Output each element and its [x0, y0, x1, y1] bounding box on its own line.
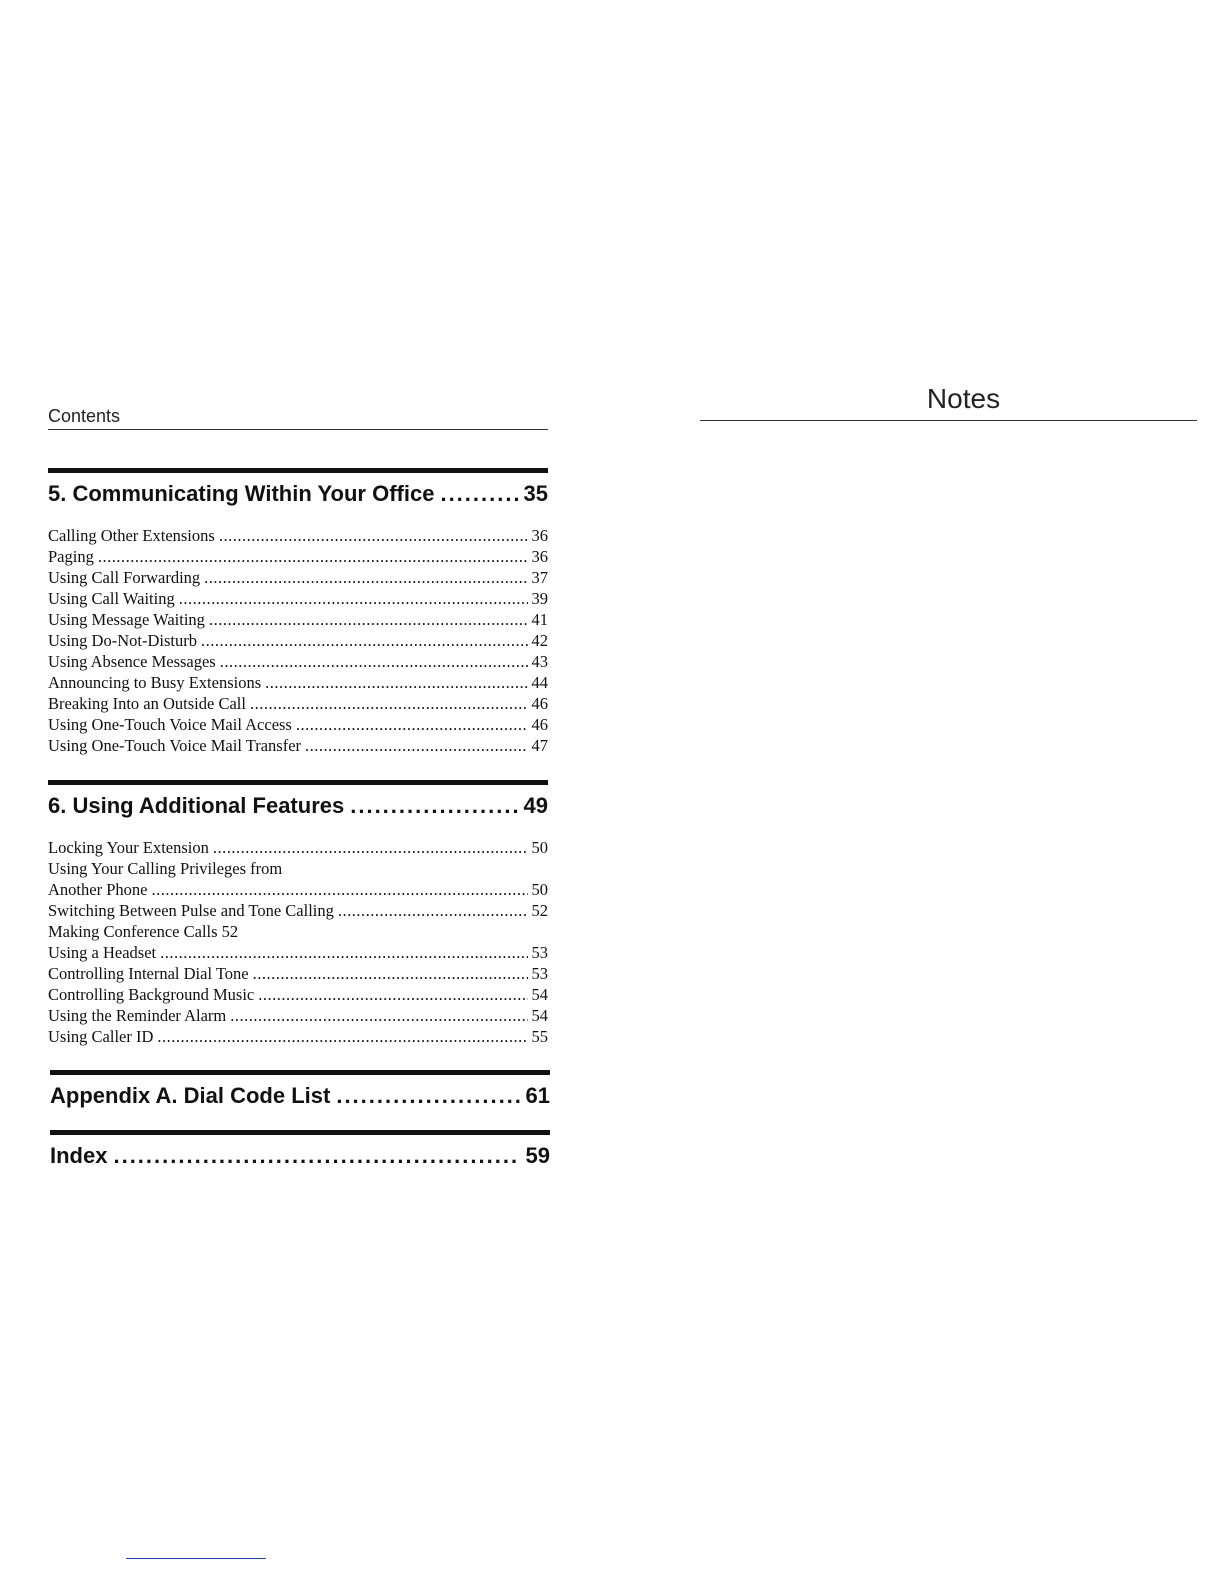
- toc-entry[interactable]: [48, 714, 548, 735]
- toc-entry[interactable]: Using Your Calling Privileges from: [48, 859, 283, 878]
- toc-list: [48, 525, 548, 756]
- toc-entry-title: Using Do-Not-Disturb: [48, 631, 197, 650]
- toc-entry-title: Locking Your Extension: [48, 838, 209, 857]
- toc-entry-page: 50: [531, 838, 548, 857]
- dot-leader: [253, 963, 528, 984]
- toc-entry[interactable]: [48, 984, 548, 1005]
- toc-entry-title: Paging: [48, 547, 94, 566]
- section-heading[interactable]: [48, 481, 548, 507]
- dot-leader: [209, 609, 528, 630]
- toc-entry-page: 55: [531, 1027, 548, 1046]
- dot-leader: [98, 546, 528, 567]
- toc-entry[interactable]: [48, 900, 548, 921]
- dot-leader: [160, 942, 527, 963]
- appendix-title: Appendix A. Dial Code List: [50, 1083, 331, 1108]
- dot-leader: [265, 672, 527, 693]
- toc-entry-page: 42: [531, 631, 548, 650]
- toc-entry[interactable]: [48, 525, 548, 546]
- dot-leader: [219, 525, 528, 546]
- section-6: [48, 780, 548, 1047]
- index-title: Index: [50, 1143, 108, 1168]
- toc-entry-page: 47: [531, 736, 548, 755]
- toc-entry-title: Another Phone: [48, 880, 148, 899]
- toc-entry-page: 54: [531, 1006, 548, 1025]
- section-5: [48, 468, 548, 756]
- toc-entry-title: Using Call Forwarding: [48, 568, 201, 587]
- toc-entry[interactable]: [48, 735, 548, 756]
- toc-entry[interactable]: [48, 630, 548, 651]
- dot-leader: [213, 837, 528, 858]
- notes-page: [700, 380, 1197, 421]
- toc-entry-title: Using One-Touch Voice Mail Access: [48, 715, 292, 734]
- toc-entry-page: 37: [531, 568, 548, 587]
- toc-entry-page: 36: [531, 547, 548, 566]
- toc-entry-title: Switching Between Pulse and Tone Calling: [48, 901, 334, 920]
- section-page-number: 35: [523, 481, 548, 506]
- dot-leader: [350, 793, 517, 819]
- toc-entry[interactable]: [48, 609, 548, 630]
- section-rule: [48, 780, 548, 785]
- dot-leader: [305, 735, 527, 756]
- dot-leader: [179, 588, 528, 609]
- toc-entry[interactable]: Making Conference Calls 52: [48, 922, 239, 941]
- toc-entry[interactable]: [48, 672, 548, 693]
- toc-entry-page: 43: [531, 652, 548, 671]
- toc-entry[interactable]: [48, 837, 548, 858]
- dot-leader: [250, 693, 528, 714]
- appendix-page-number: 61: [525, 1083, 550, 1108]
- dot-leader: [201, 630, 528, 651]
- toc-entry-page: 41: [531, 610, 548, 629]
- dot-leader: [258, 984, 527, 1005]
- toc-entry-title: Using Message Waiting: [48, 610, 205, 629]
- toc-entry-title: Controlling Internal Dial Tone: [48, 964, 249, 983]
- section-title: 6. Using Additional Features: [48, 793, 345, 818]
- toc-entry-title: Using a Headset: [48, 943, 157, 962]
- toc-entry[interactable]: [48, 1005, 548, 1026]
- toc-entry-title: Using Absence Messages: [48, 652, 216, 671]
- toc-entry[interactable]: [48, 693, 548, 714]
- toc-entry-title: Calling Other Extensions: [48, 526, 215, 545]
- section-rule: [50, 1130, 550, 1135]
- toc-entry[interactable]: [48, 651, 548, 672]
- toc-entry-title: Breaking Into an Outside Call: [48, 694, 246, 713]
- dot-leader: [338, 900, 528, 921]
- index-heading[interactable]: [50, 1143, 550, 1169]
- appendix-heading[interactable]: [50, 1083, 550, 1109]
- toc-entry-title: Using the Reminder Alarm: [48, 1006, 227, 1025]
- section-page-number: 49: [523, 793, 548, 818]
- toc-entry-page: 50: [531, 880, 548, 899]
- section-heading[interactable]: [48, 793, 548, 819]
- toc-entry-page: 46: [531, 694, 548, 713]
- dot-leader: [220, 651, 528, 672]
- toc-entry-page: 53: [531, 964, 548, 983]
- toc-entry-page: 53: [531, 943, 548, 962]
- toc-entry-title: Using One-Touch Voice Mail Transfer: [48, 736, 302, 755]
- dot-leader: [113, 1143, 519, 1169]
- toc-entry-page: 46: [531, 715, 548, 734]
- index-section: [50, 1130, 550, 1169]
- toc-entry[interactable]: [48, 546, 548, 567]
- toc-entry-page: 44: [531, 673, 548, 692]
- toc-entry-title: Using Call Waiting: [48, 589, 175, 608]
- section-title: 5. Communicating Within Your Office: [48, 481, 435, 506]
- contents-page: [48, 400, 548, 430]
- toc-entry[interactable]: [48, 588, 548, 609]
- footer-rule: [126, 1558, 266, 1559]
- toc-entry-page: 52: [531, 901, 548, 920]
- dot-leader: [204, 567, 527, 588]
- notes-title: Notes: [926, 383, 1001, 414]
- toc-entry[interactable]: [48, 567, 548, 588]
- appendix-section: [50, 1070, 550, 1109]
- section-rule: [50, 1070, 550, 1075]
- toc-entry-title: Using Caller ID: [48, 1027, 154, 1046]
- toc-entry[interactable]: [48, 963, 548, 984]
- toc-entry[interactable]: [48, 879, 548, 900]
- notes-rule: [700, 420, 1197, 421]
- running-head: Contents: [48, 406, 548, 430]
- toc-entry-page: 54: [531, 985, 548, 1004]
- dot-leader: [230, 1005, 527, 1026]
- toc-entry-page: 39: [531, 589, 548, 608]
- dot-leader: [440, 481, 517, 507]
- dot-leader: [151, 879, 527, 900]
- toc-entry-title: Controlling Background Music: [48, 985, 255, 1004]
- toc-list: [48, 837, 548, 1047]
- dot-leader: [336, 1083, 519, 1109]
- dot-leader: [157, 1026, 527, 1047]
- index-page-number: 59: [525, 1143, 550, 1168]
- toc-entry[interactable]: [48, 1026, 548, 1047]
- toc-entry-title: Announcing to Busy Extensions: [48, 673, 262, 692]
- toc-entry[interactable]: [48, 942, 548, 963]
- section-rule: [48, 468, 548, 473]
- dot-leader: [296, 714, 528, 735]
- toc-entry-page: 36: [531, 526, 548, 545]
